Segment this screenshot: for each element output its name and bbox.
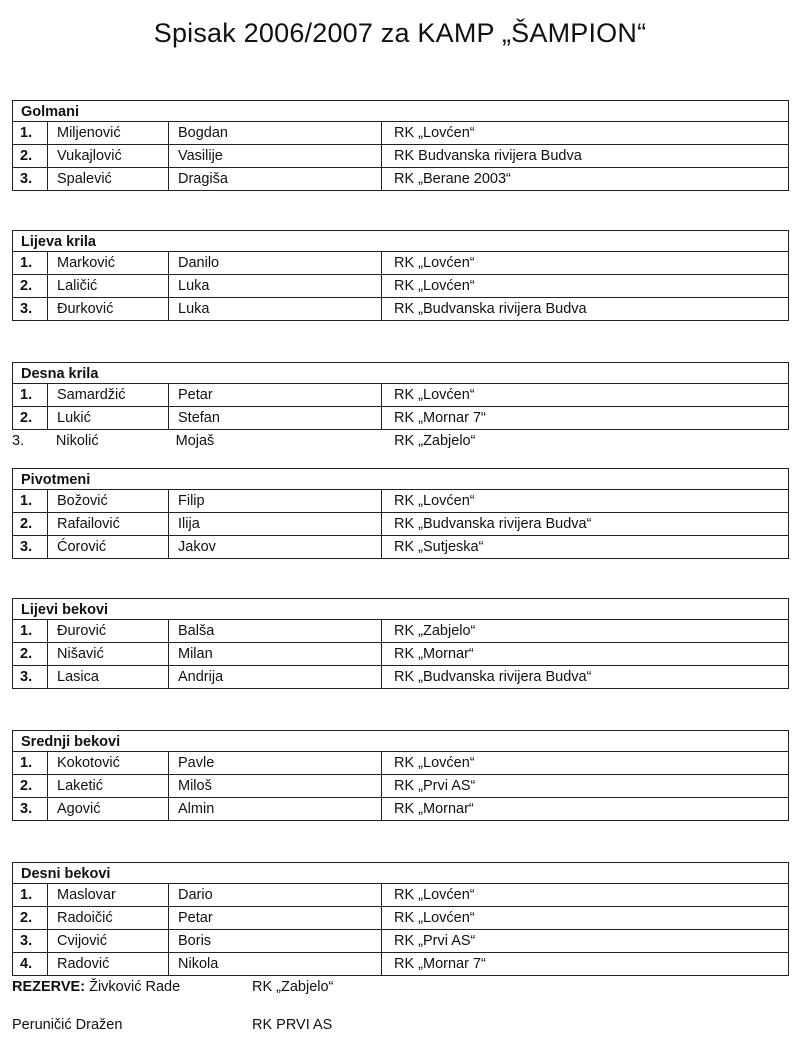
table-row <box>12 643 789 666</box>
club-cell: RK „Lovćen“ <box>381 384 789 407</box>
surname-cell: Đurović <box>47 620 168 643</box>
reserve-club: RK PRVI AS <box>252 1017 333 1033</box>
row-number: 1. <box>12 884 47 907</box>
row-number: 1. <box>12 122 47 145</box>
surname-cell: Ćorović <box>47 536 168 559</box>
club-cell: RK Budvanska rivijera Budva <box>381 145 789 168</box>
club-cell: RK „Lovćen“ <box>381 490 789 513</box>
row-number: 3. <box>12 666 47 689</box>
club-cell: RK „Lovćen“ <box>381 252 789 275</box>
table-row <box>12 298 789 321</box>
firstname-cell: Stefan <box>168 407 381 430</box>
surname-cell: Marković <box>47 252 168 275</box>
table-row <box>12 430 789 453</box>
row-number: 2. <box>12 275 47 298</box>
section-header: Srednji bekovi <box>12 730 789 752</box>
table-row <box>12 536 789 559</box>
row-number: 1. <box>12 384 47 407</box>
table-row <box>12 145 789 168</box>
firstname-cell: Jakov <box>168 536 381 559</box>
section-desni-bekovi <box>12 862 789 976</box>
surname-cell: Cvijović <box>47 930 168 953</box>
firstname-cell: Balša <box>168 620 381 643</box>
surname-cell: Lukić <box>47 407 168 430</box>
club-cell: RK „Prvi AS“ <box>381 775 789 798</box>
document-title: Spisak 2006/2007 za KAMP „ŠAMPION“ <box>153 18 647 48</box>
row-number: 1. <box>12 752 47 775</box>
club-cell: RK „Lovćen“ <box>381 907 789 930</box>
surname-cell: Miljenović <box>47 122 168 145</box>
section-desna-krila <box>12 362 789 453</box>
club-cell: RK „Zabjelo“ <box>381 620 789 643</box>
section-lijeva-krila <box>12 230 789 321</box>
firstname-cell: Danilo <box>168 252 381 275</box>
firstname-cell: Milan <box>168 643 381 666</box>
row-number: 3. <box>12 168 47 191</box>
table-row <box>12 907 789 930</box>
surname-cell: Samardžić <box>47 384 168 407</box>
table-row <box>12 884 789 907</box>
surname-cell: Spalević <box>47 168 168 191</box>
table-row <box>12 930 789 953</box>
surname-cell: Nikolić <box>55 433 99 449</box>
surname-cell: Radović <box>47 953 168 976</box>
section-lijevi-bekovi <box>12 598 789 689</box>
club-cell: RK „Lovćen“ <box>381 752 789 775</box>
club-cell: RK „Budvanska rivijera Budva“ <box>381 666 789 689</box>
reserves-label: REZERVE: <box>12 979 86 995</box>
firstname-cell: Dragiša <box>168 168 381 191</box>
table-row <box>12 384 789 407</box>
table-row <box>12 252 789 275</box>
row-number: 2. <box>12 145 47 168</box>
row-number: 3. <box>12 298 47 321</box>
row-number: 4. <box>12 953 47 976</box>
reserve-name: Živković Rade <box>89 979 181 995</box>
table-row <box>12 798 789 821</box>
surname-cell: Maslovar <box>47 884 168 907</box>
row-number: 2. <box>12 643 47 666</box>
section-header: Desna krila <box>12 362 789 384</box>
club-cell: RK „Lovćen“ <box>381 884 789 907</box>
firstname-cell: Nikola <box>168 953 381 976</box>
section-header: Pivotmeni <box>12 468 789 490</box>
table-row <box>12 513 789 536</box>
section-header: Desni bekovi <box>12 862 789 884</box>
table-row <box>12 620 789 643</box>
table-row <box>12 490 789 513</box>
row-number: 2. <box>12 907 47 930</box>
table-row <box>12 953 789 976</box>
club-cell: RK „Lovćen“ <box>381 275 789 298</box>
club-cell: RK „Mornar 7“ <box>381 407 789 430</box>
section-header: Golmani <box>12 100 789 122</box>
row-number: 1. <box>12 252 47 275</box>
firstname-cell: Filip <box>168 490 381 513</box>
surname-cell: Božović <box>47 490 168 513</box>
section-srednji-bekovi <box>12 730 789 821</box>
club-cell: RK „Berane 2003“ <box>381 168 789 191</box>
row-number: 2. <box>12 407 47 430</box>
table-row <box>12 275 789 298</box>
club-cell: RK „Mornar“ <box>381 798 789 821</box>
club-cell: RK „Zabjelo“ <box>394 433 476 449</box>
table-row <box>12 775 789 798</box>
table-row <box>12 168 789 191</box>
firstname-cell: Mojaš <box>175 433 215 449</box>
firstname-cell: Dario <box>168 884 381 907</box>
surname-cell: Vukajlović <box>47 145 168 168</box>
section-golmani <box>12 100 789 191</box>
club-cell: RK „Budvanska rivijera Budva“ <box>381 513 789 536</box>
firstname-cell: Andrija <box>168 666 381 689</box>
surname-cell: Agović <box>47 798 168 821</box>
surname-cell: Đurković <box>47 298 168 321</box>
table-row <box>12 752 789 775</box>
firstname-cell: Ilija <box>168 513 381 536</box>
row-number: 1. <box>12 490 47 513</box>
row-number: 2. <box>12 775 47 798</box>
surname-cell: Laličić <box>47 275 168 298</box>
club-cell: RK „Mornar 7“ <box>381 953 789 976</box>
club-cell: RK „Lovćen“ <box>381 122 789 145</box>
table-row <box>12 407 789 430</box>
reserve-club: RK „Zabjelo“ <box>252 979 334 995</box>
club-cell: RK „Sutjeska“ <box>381 536 789 559</box>
surname-cell: Kokotović <box>47 752 168 775</box>
firstname-cell: Almin <box>168 798 381 821</box>
firstname-cell: Boris <box>168 930 381 953</box>
club-cell: RK „Prvi AS“ <box>381 930 789 953</box>
club-cell: RK „Mornar“ <box>381 643 789 666</box>
firstname-cell: Luka <box>168 275 381 298</box>
row-number: 2. <box>12 513 47 536</box>
firstname-cell: Bogdan <box>168 122 381 145</box>
firstname-cell: Vasilije <box>168 145 381 168</box>
row-number: 3. <box>12 930 47 953</box>
surname-cell: Nišavić <box>47 643 168 666</box>
surname-cell: Rafailović <box>47 513 168 536</box>
club-cell: RK „Budvanska rivijera Budva <box>381 298 789 321</box>
firstname-cell: Petar <box>168 384 381 407</box>
reserve-name: Peruničić Dražen <box>12 1017 123 1033</box>
table-row <box>12 122 789 145</box>
reserve-line-2 <box>12 1015 333 1035</box>
firstname-cell: Miloš <box>168 775 381 798</box>
row-number: 3. <box>12 433 25 449</box>
surname-cell: Radoičić <box>47 907 168 930</box>
surname-cell: Lasica <box>47 666 168 689</box>
row-number: 3. <box>12 798 47 821</box>
reserve-line-1 <box>12 977 334 997</box>
section-pivotmeni <box>12 468 789 559</box>
firstname-cell: Petar <box>168 907 381 930</box>
firstname-cell: Pavle <box>168 752 381 775</box>
row-number: 3. <box>12 536 47 559</box>
row-number: 1. <box>12 620 47 643</box>
section-header: Lijevi bekovi <box>12 598 789 620</box>
table-row <box>12 666 789 689</box>
firstname-cell: Luka <box>168 298 381 321</box>
section-header: Lijeva krila <box>12 230 789 252</box>
surname-cell: Laketić <box>47 775 168 798</box>
